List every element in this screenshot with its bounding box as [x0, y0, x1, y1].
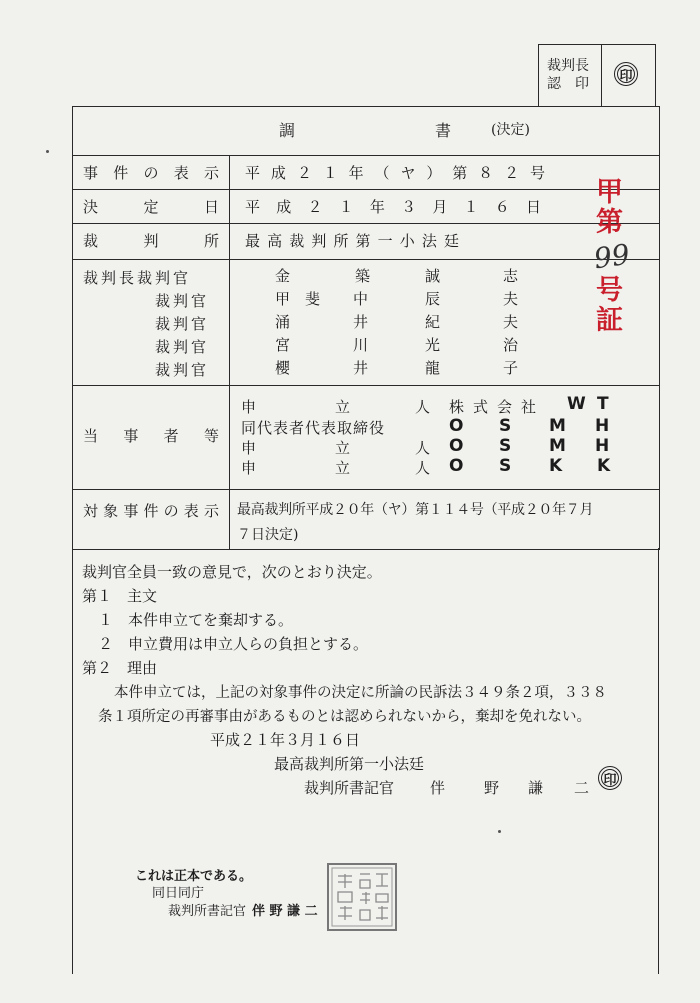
- target-line-2: ７日決定): [237, 527, 299, 543]
- exhibit-stamp-number: 99: [591, 237, 632, 276]
- title-char-2: 書: [435, 121, 452, 140]
- date-value: 平 成 ２ １ 年 ３ 月 １ ６ 日: [245, 198, 541, 216]
- scan-speck: [498, 830, 501, 833]
- main-item-2: ２ 申立費用は申立人らの負担とする。: [98, 635, 369, 653]
- court-square-seal: [326, 862, 398, 932]
- scan-speck: [46, 150, 49, 153]
- record-table: [72, 106, 660, 550]
- court-value: 最 高 裁 判 所 第 一 小 法 廷: [245, 232, 459, 250]
- case-label: 事 件 の 表 示: [83, 164, 219, 182]
- target-line-1: 最高裁判所平成２０年（ヤ）第１１４号（平成２０年７月: [237, 502, 594, 518]
- body-frame-right: [658, 548, 659, 974]
- judges-section: [73, 267, 659, 383]
- judge-label-2: 裁判官: [155, 292, 210, 310]
- issuing-court: 最高裁判所第一小法廷: [274, 755, 425, 773]
- body-frame-left: [72, 548, 73, 974]
- clerk-seal: 印: [598, 766, 622, 790]
- approval-label-1: 裁判長: [547, 58, 589, 74]
- party-row-1: 申 立 人 株 式 会 社 W T: [241, 394, 609, 416]
- judge-label-4: 裁判官: [155, 338, 210, 356]
- judge-name-5: 櫻 井 龍 子: [275, 359, 519, 377]
- party-row-3: 申 立 人 O S M H: [241, 436, 610, 457]
- section-1-heading: 第１ 主文: [82, 587, 158, 605]
- clerk-name: 伴 野 謙 二: [430, 779, 590, 797]
- approval-seal: 印: [614, 62, 638, 86]
- judge-name-3: 涌 井 紀 夫: [275, 313, 519, 331]
- judge-label-presiding: 裁判長裁判官: [83, 269, 192, 287]
- exhibit-stamp-top: 甲 第: [596, 177, 623, 238]
- date-label: 決 定 日: [83, 198, 219, 216]
- parties-label: 当 事 者 等: [83, 427, 219, 445]
- document-title: [73, 121, 659, 143]
- exhibit-stamp-bottom: 号 証: [596, 275, 623, 336]
- title-char-1: 調: [279, 121, 296, 140]
- reason-line-1: 本件申立ては，上記の対象事件の決定に所論の民訴法３４９条２項，３３８: [114, 685, 607, 701]
- decision-intro: 裁判官全員一致の意見で，次のとおり決定。: [82, 563, 382, 581]
- case-value: 平 成 ２ １ 年 （ ヤ ） 第 ８ ２ 号: [245, 164, 545, 182]
- judge-name-4: 宮 川 光 治: [275, 336, 519, 354]
- section-2-heading: 第２ 理由: [82, 659, 158, 677]
- approval-label-2: 認 印: [547, 76, 589, 92]
- square-seal-icon: [326, 862, 398, 932]
- judge-name-2: 甲 斐 中 辰 夫: [275, 290, 519, 308]
- approval-box: [538, 44, 656, 107]
- decision-date: 平成２１年３月１６日: [210, 731, 361, 749]
- certification-clerk-title: 裁判所書記官: [168, 904, 247, 919]
- judge-label-3: 裁判官: [155, 315, 210, 333]
- target-label: 対 象 事 件 の 表 示: [83, 502, 219, 520]
- judge-label-5: 裁判官: [155, 361, 210, 379]
- clerk-title: 裁判所書記官: [304, 779, 395, 797]
- judge-name-1: 金 築 誠 志: [275, 267, 519, 285]
- certification-line-2: 同日同庁: [152, 886, 205, 901]
- party-row-2: 同代表者代表取締役 O S M H: [241, 416, 610, 437]
- certification-clerk-name: 伴 野 謙 二: [252, 904, 318, 919]
- party-row-4: 申 立 人 O S K K: [241, 456, 611, 477]
- main-item-1: １ 本件申立てを棄却する。: [98, 611, 294, 629]
- certification-line-1: これは正本である。: [135, 869, 253, 884]
- title-note: (決定): [491, 122, 530, 138]
- reason-line-2: 条１項所定の再審事由があるものとは認められないから，棄却を免れない。: [98, 709, 591, 725]
- court-label: 裁 判 所: [83, 232, 219, 250]
